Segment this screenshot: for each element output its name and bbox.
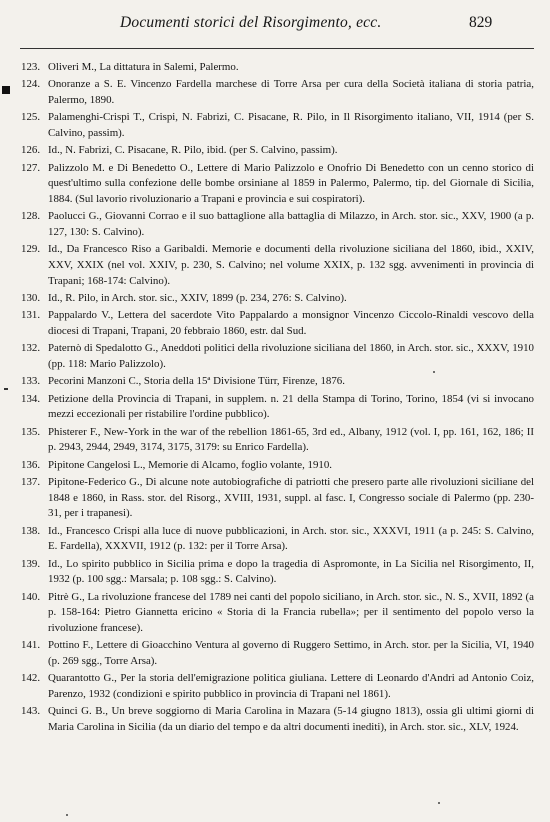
entry-number: 136. (21, 458, 41, 471)
bibliography-entry (0, 425, 550, 456)
entry-number: 129. (21, 243, 41, 256)
entry-number: 131. (21, 309, 41, 322)
entry-text: Quinci G. B., Un breve soggiorno di Maria Carolina in Mazara (5-14 giugno 1813), ossia gli ultimi giorni di Maria Carolina in Sicilia (da un diario del tempo e da altri documenti inediti), in Arch. stor. sic., XLV, 1924. (48, 705, 534, 733)
entry-number: 124. (21, 78, 41, 91)
bibliography-entry (0, 671, 550, 702)
entry-number: 133. (21, 375, 41, 388)
entry-text: Id., Francesco Crispi alla luce di nuove pubblicazioni, in Arch. stor. sic., XXXVI, 1911 (a p. 245: S. Calvino, E. Fardella), XXXVII, 1912 (p. 132: per il Torre Arsa). (48, 524, 534, 553)
entry-number: 132. (21, 342, 41, 355)
header-rule (20, 48, 534, 49)
bibliography-entry (0, 458, 550, 474)
entry-text: Palamenghi-Crispi T., Crispi, N. Fabrizi, C. Pisacane, R. Pilo, in Il Risorgimento italiano, VII, 1914 (per S. Calvino, passim). (48, 111, 534, 139)
entry-number: 134. (21, 392, 41, 405)
entry-number: 139. (21, 557, 41, 570)
bibliography-entry (0, 110, 550, 141)
entry-number: 130. (21, 292, 41, 304)
entry-text: Paternò di Spedalotto G., Aneddoti politici della rivoluzione siciliana del 1860, in Arch. stor. sic., XXXV, 1910 (pp. 118: Mario Palizzolo). (48, 342, 534, 370)
entry-text: Pappalardo V., Lettera del sacerdote Vito Pappalardo a monsignor Vincenzo Ciccolo-Rinaldi vescovo della diocesi di Trapani, Trapani, 20 febbraio 1860, estr. dal Sud. (48, 309, 534, 337)
entry-text: Id., R. Pilo, in Arch. stor. sic., XXIV, 1899 (p. 234, 276: S. Calvino). (48, 292, 347, 304)
bibliography-entry (0, 341, 550, 372)
entry-number: 137. (21, 475, 41, 488)
page-number: 829 (469, 14, 493, 31)
entry-number: 141. (21, 639, 41, 652)
entry-text: Pottino F., Lettere di Gioacchino Ventura al governo di Ruggero Settimo, in Arch. stor. per la Sicilia, VI, 1940 (p. 269 sgg., Torre Arsa). (48, 639, 534, 667)
bibliography-entry (0, 291, 550, 307)
bibliography-entry (0, 77, 550, 108)
entry-text: Phisterer F., New-York in the war of the rebellion 1861-65, 3rd ed., Albany, 1912 (vol. I, pp. 161, 162, 186; II p. 2943, 2944, 2949, 3174, 3175, 3179: su Enrico Fardella). (48, 425, 534, 454)
entry-number: 143. (21, 705, 41, 718)
speck (438, 802, 440, 804)
bibliography-entry (0, 475, 550, 522)
entry-text: Id., Da Francesco Riso a Garibaldi. Memorie e documenti della rivoluzione siciliana del 1860, ibid., XXIV, XXV, XXIX (nel vol. XXIV, p. 230, S. Calvino; nel volume XXIX, p. 132 sgg. avvenimenti in provincia di Trapani; 168-174: Calvino). (48, 243, 534, 287)
bibliography-entry (0, 590, 550, 637)
entry-text: Pipitone-Federico G., Di alcune note autobiografiche di patriotti che presero parte alle rivoluzioni siciliane del 1848 e 1860, in Rass. stor. del Risorg., XVIII, 1931, suppl. al fasc. I, Congresso sociale di Palermo (pp. 230-31, per i trapanesi). (48, 475, 534, 520)
entry-number: 127. (21, 161, 41, 174)
bibliography-entry (0, 242, 550, 289)
bibliography-entry (0, 557, 550, 588)
running-title: Documenti storici del Risorgimento, ecc. (120, 14, 382, 31)
entry-text: Oliveri M., La dittatura in Salemi, Palermo. (48, 61, 239, 73)
entry-number: 138. (21, 524, 41, 537)
entry-text: Pecorini Manzoni C., Storia della 15ª Divisione Türr, Firenze, 1876. (48, 375, 345, 388)
bibliography-entry (0, 60, 550, 76)
entry-text: Petizione della Provincia di Trapani, in supplem. n. 21 della Stampa di Torino, Torino, 1854 (vi si invocano mezzi eccezionali per ristabilire l'ordine pubblico). (48, 392, 534, 421)
bibliography-entry (0, 161, 550, 208)
entry-number: 142. (21, 672, 41, 685)
page-header (0, 12, 550, 36)
entry-number: 135. (21, 425, 41, 438)
entry-text: Paolucci G., Giovanni Corrao e il suo battaglione alla battaglia di Milazzo, in Arch. stor. sic., XXV, 1900 (a p. 127, 130: S. Calvino). (48, 210, 534, 238)
entry-text: Id., Lo spirito pubblico in Sicilia prima e dopo la tragedia di Aspromonte, in La Sicilia nel Risorgimento, II, 1932 (p. 100 sgg.: Marsala; p. 108 sgg.: S. Calvino). (48, 557, 534, 586)
entry-number: 123. (21, 61, 41, 73)
entry-text: Pipitone Cangelosi L., Memorie di Alcamo, foglio volante, 1910. (48, 458, 333, 471)
entry-text: Pitrè G., La rivoluzione francese del 1789 nei canti del popolo siciliano, in Arch. stor. sic., N. S., XVII, 1892 (a p. 158-164: Pietro Giannetta ericino « Storia di la Francia rubella»; per il sentimento del popolo verso la rivoluzione francese). (48, 590, 534, 634)
bibliography-entry (0, 638, 550, 669)
bibliography-entry (0, 524, 550, 555)
bibliography-entry (0, 374, 550, 390)
entry-number: 126. (21, 144, 41, 157)
entry-number: 140. (21, 590, 41, 603)
bibliography-list (0, 60, 550, 737)
entry-text: Palizzolo M. e Di Benedetto O., Lettere di Mario Palizzolo e Onofrio Di Benedetto con un cenno storico di quest'ultimo sulla confezione delle bombe orsiniane al 1859 in Palermo, Palermo, tip. del Giornale di Sicilia, 1884. (Sul lavorio rivoluzionario a Trapani e provincia e sui cospiratori). (48, 161, 534, 205)
bibliography-entry (0, 209, 550, 240)
speck (66, 814, 68, 816)
bibliography-entry (0, 308, 550, 339)
bibliography-entry (0, 704, 550, 735)
entry-text: Quarantotto G., Per la storia dell'emigrazione politica giuliana. Lettere di Leonardo d'Andri ad Antonio Coiz, Parenzo, 1932 (condizioni e spirito pubblico in provincia di Trapani nel 1861). (48, 672, 534, 700)
entry-number: 128. (21, 210, 41, 223)
bibliography-entry (0, 143, 550, 159)
entry-number: 125. (21, 111, 41, 124)
bibliography-entry (0, 392, 550, 423)
entry-text: Id., N. Fabrizi, C. Pisacane, R. Pilo, ibid. (per S. Calvino, passim). (48, 144, 338, 157)
entry-text: Onoranze a S. E. Vincenzo Fardella marchese di Torre Arsa per cura della Società italiana di storia patria, Palermo, 1890. (48, 78, 534, 106)
